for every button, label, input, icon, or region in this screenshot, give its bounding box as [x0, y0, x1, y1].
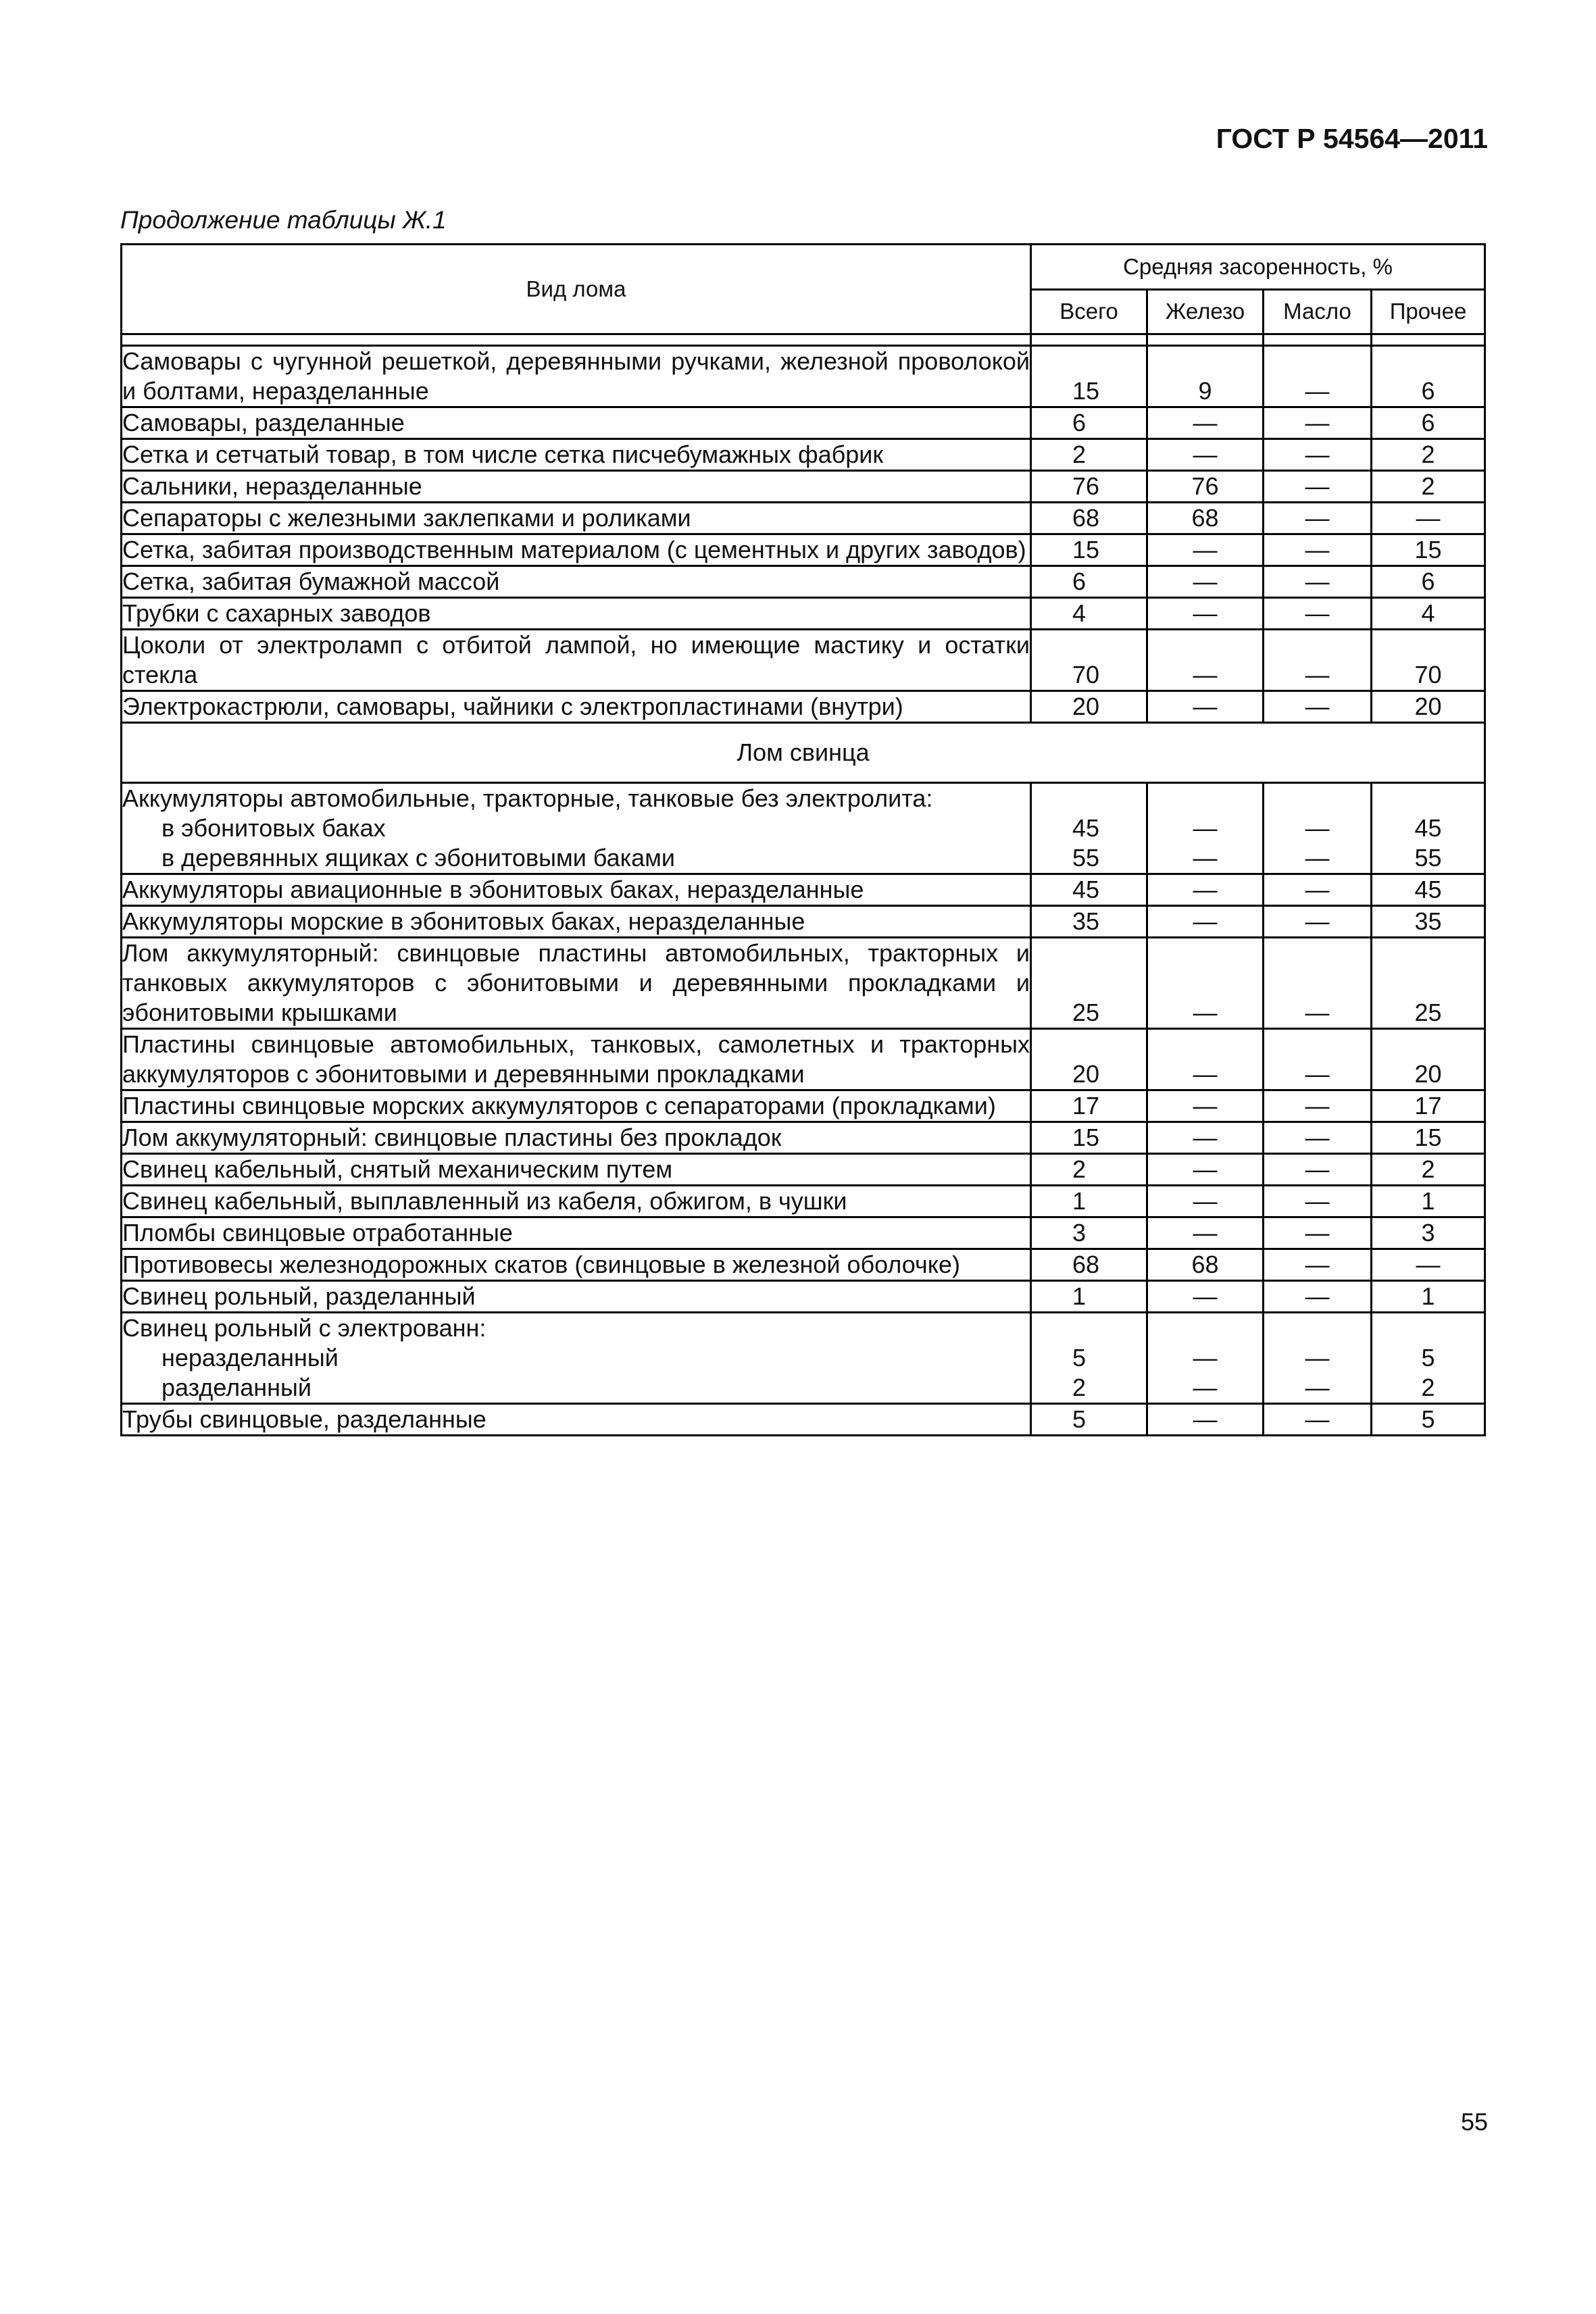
cell-oil: —	[1264, 1029, 1372, 1090]
table-row	[122, 783, 1485, 874]
cell-total: 15	[1031, 1122, 1147, 1154]
table-row	[122, 471, 1485, 503]
cell-iron: 9	[1147, 346, 1264, 407]
table-row	[122, 1313, 1485, 1404]
cell-iron: — —	[1147, 783, 1264, 874]
cell-oil: —	[1264, 534, 1372, 566]
cell-oil: — —	[1264, 1313, 1372, 1404]
cell-total: 70	[1031, 630, 1147, 691]
cell-other: 1	[1372, 1186, 1485, 1217]
cell-other: 1	[1372, 1281, 1485, 1313]
cell-oil: —	[1264, 407, 1372, 439]
group-heading: Лом свинца	[122, 723, 1485, 783]
cell-iron: —	[1147, 598, 1264, 630]
column-header-total: Всего	[1031, 289, 1147, 334]
cell-oil: —	[1264, 630, 1372, 691]
cell-oil: —	[1264, 1404, 1372, 1436]
cell-oil: —	[1264, 874, 1372, 906]
row-name: Цоколи от электроламп с отбитой лампой, но имеющие мастику и остатки стекла	[122, 630, 1031, 691]
cell-iron: —	[1147, 938, 1264, 1029]
row-name: Трубки с сахарных заводов	[122, 598, 1031, 630]
column-header-other: Прочее	[1372, 289, 1485, 334]
cell-oil: —	[1264, 1217, 1372, 1249]
cell-total: 15	[1031, 346, 1147, 407]
cell-iron: —	[1147, 566, 1264, 598]
table-row	[122, 439, 1485, 471]
cell-total: 45 55	[1031, 783, 1147, 874]
cell-other: 6	[1372, 346, 1485, 407]
cell-other: 3	[1372, 1217, 1485, 1249]
cell-other: 45	[1372, 874, 1485, 906]
row-name-lead: Свинец рольный с электрованн:	[122, 1314, 487, 1342]
cell-total: 68	[1031, 503, 1147, 534]
table-row	[122, 1281, 1485, 1313]
row-name: Самовары с чугунной решеткой, деревянными ручками, железной проволокой и болтами, неразделанные	[122, 346, 1031, 407]
cell-total: 2	[1031, 1154, 1147, 1186]
table-row	[122, 1249, 1485, 1281]
cell-total: 76	[1031, 471, 1147, 503]
cell-other: 2	[1372, 1154, 1485, 1186]
row-name-lead: Аккумуляторы автомобильные, тракторные, танковые без электролита:	[122, 784, 933, 812]
row-name: Свинец кабельный, снятый механическим путем	[122, 1154, 1031, 1186]
row-name: Лом аккумуляторный: свинцовые пластины автомобильных, тракторных и танковых аккумуляторов с эбонитовыми и деревянными прокладками и эбонитовыми крышками	[122, 938, 1031, 1029]
page-number: 55	[1460, 2108, 1488, 2136]
row-name: Пластины свинцовые морских аккумуляторов с сепараторами (прокладками)	[122, 1090, 1031, 1122]
table-row	[122, 534, 1485, 566]
row-name: Сетка и сетчатый товар, в том числе сетка писчебумажных фабрик	[122, 439, 1031, 471]
row-name	[122, 1313, 1031, 1404]
row-name: Пломбы свинцовые отработанные	[122, 1217, 1031, 1249]
cell-total: 6	[1031, 407, 1147, 439]
cell-total: 1	[1031, 1281, 1147, 1313]
scrap-contamination-table	[120, 243, 1486, 1436]
table-row	[122, 1090, 1485, 1122]
row-name-sub: неразделанный	[161, 1344, 339, 1372]
cell-oil: —	[1264, 691, 1372, 723]
row-name-sub: разделанный	[161, 1374, 311, 1401]
table-row	[122, 1154, 1485, 1186]
cell-oil: —	[1264, 598, 1372, 630]
cell-other: 20	[1372, 1029, 1485, 1090]
cell-oil: —	[1264, 1186, 1372, 1217]
row-name: Противовесы железнодорожных скатов (свинцовые в железной оболочке)	[122, 1249, 1031, 1281]
cell-total: 68	[1031, 1249, 1147, 1281]
cell-oil: —	[1264, 1122, 1372, 1154]
table-row	[122, 1029, 1485, 1090]
cell-oil: —	[1264, 566, 1372, 598]
column-header-iron: Железо	[1147, 289, 1264, 334]
cell-other: 2	[1372, 439, 1485, 471]
row-name: Сетка, забитая производственным материалом (с цементных и других заводов)	[122, 534, 1031, 566]
cell-other: 25	[1372, 938, 1485, 1029]
row-name: Трубы свинцовые, разделанные	[122, 1404, 1031, 1436]
row-name: Электрокастрюли, самовары, чайники с электропластинами (внутри)	[122, 691, 1031, 723]
cell-iron: —	[1147, 874, 1264, 906]
table-caption: Продолжение таблицы Ж.1	[120, 206, 447, 234]
column-header-oil: Масло	[1264, 289, 1372, 334]
table-row	[122, 906, 1485, 938]
cell-oil: —	[1264, 1090, 1372, 1122]
row-name: Аккумуляторы авиационные в эбонитовых баках, неразделанные	[122, 874, 1031, 906]
row-name: Свинец рольный, разделанный	[122, 1281, 1031, 1313]
column-header-group: Средняя засоренность, %	[1031, 245, 1485, 290]
cell-total: 20	[1031, 691, 1147, 723]
cell-total: 25	[1031, 938, 1147, 1029]
cell-iron: —	[1147, 691, 1264, 723]
table-row	[122, 346, 1485, 407]
cell-total: 3	[1031, 1217, 1147, 1249]
cell-total: 17	[1031, 1090, 1147, 1122]
table-row	[122, 503, 1485, 534]
row-name: Свинец кабельный, выплавленный из кабеля, обжигом, в чушки	[122, 1186, 1031, 1217]
cell-other: 45 55	[1372, 783, 1485, 874]
row-name-sub: в деревянных ящиках с эбонитовыми баками	[161, 844, 676, 872]
row-name: Аккумуляторы морские в эбонитовых баках, неразделанные	[122, 906, 1031, 938]
row-name: Сальники, неразделанные	[122, 471, 1031, 503]
cell-other: 4	[1372, 598, 1485, 630]
cell-oil: —	[1264, 938, 1372, 1029]
cell-iron: —	[1147, 1404, 1264, 1436]
table-row	[122, 691, 1485, 723]
cell-iron: —	[1147, 906, 1264, 938]
table-row	[122, 407, 1485, 439]
cell-total: 5 2	[1031, 1313, 1147, 1404]
cell-total: 2	[1031, 439, 1147, 471]
cell-other: 15	[1372, 1122, 1485, 1154]
cell-iron: —	[1147, 1029, 1264, 1090]
row-name: Пластины свинцовые автомобильных, танковых, самолетных и тракторных аккумуляторов с эбонитовыми и деревянными прокладками	[122, 1029, 1031, 1090]
cell-iron: —	[1147, 407, 1264, 439]
cell-total: 35	[1031, 906, 1147, 938]
cell-iron: —	[1147, 1217, 1264, 1249]
cell-iron: —	[1147, 1281, 1264, 1313]
cell-other: 6	[1372, 407, 1485, 439]
row-name: Самовары, разделанные	[122, 407, 1031, 439]
table-row	[122, 938, 1485, 1029]
cell-oil: —	[1264, 346, 1372, 407]
table-row	[122, 1404, 1485, 1436]
cell-total: 6	[1031, 566, 1147, 598]
cell-other: 2	[1372, 471, 1485, 503]
cell-other: 6	[1372, 566, 1485, 598]
cell-iron: —	[1147, 1154, 1264, 1186]
table-row	[122, 1122, 1485, 1154]
cell-oil: —	[1264, 503, 1372, 534]
table-row	[122, 1186, 1485, 1217]
cell-oil: —	[1264, 1154, 1372, 1186]
cell-other: 15	[1372, 534, 1485, 566]
cell-iron: 76	[1147, 471, 1264, 503]
cell-iron: —	[1147, 630, 1264, 691]
cell-iron: —	[1147, 1090, 1264, 1122]
cell-iron: —	[1147, 534, 1264, 566]
table-row	[122, 874, 1485, 906]
cell-oil: —	[1264, 1249, 1372, 1281]
cell-other: 35	[1372, 906, 1485, 938]
table-row	[122, 566, 1485, 598]
cell-other: 5	[1372, 1404, 1485, 1436]
document-id: ГОСТ Р 54564—2011	[1216, 123, 1488, 154]
cell-total: 1	[1031, 1186, 1147, 1217]
table-row	[122, 598, 1485, 630]
row-name-sub: в эбонитовых баках	[161, 814, 386, 842]
cell-oil: —	[1264, 906, 1372, 938]
cell-other: —	[1372, 503, 1485, 534]
cell-iron: —	[1147, 1122, 1264, 1154]
cell-other: 20	[1372, 691, 1485, 723]
row-name: Сетка, забитая бумажной массой	[122, 566, 1031, 598]
cell-oil: —	[1264, 439, 1372, 471]
cell-iron: —	[1147, 439, 1264, 471]
cell-oil: — —	[1264, 783, 1372, 874]
table-row	[122, 630, 1485, 691]
cell-iron: 68	[1147, 503, 1264, 534]
row-name	[122, 783, 1031, 874]
cell-iron: —	[1147, 1186, 1264, 1217]
cell-other: 17	[1372, 1090, 1485, 1122]
cell-total: 20	[1031, 1029, 1147, 1090]
cell-iron: — —	[1147, 1313, 1264, 1404]
table-row	[122, 1217, 1485, 1249]
cell-total: 45	[1031, 874, 1147, 906]
cell-other: —	[1372, 1249, 1485, 1281]
cell-total: 5	[1031, 1404, 1147, 1436]
row-name: Лом аккумуляторный: свинцовые пластины без прокладок	[122, 1122, 1031, 1154]
cell-total: 15	[1031, 534, 1147, 566]
cell-oil: —	[1264, 1281, 1372, 1313]
cell-oil: —	[1264, 471, 1372, 503]
cell-iron: 68	[1147, 1249, 1264, 1281]
cell-other: 5 2	[1372, 1313, 1485, 1404]
row-name: Сепараторы с железными заклепками и роликами	[122, 503, 1031, 534]
cell-other: 70	[1372, 630, 1485, 691]
column-header-name: Вид лома	[122, 245, 1031, 334]
cell-total: 4	[1031, 598, 1147, 630]
